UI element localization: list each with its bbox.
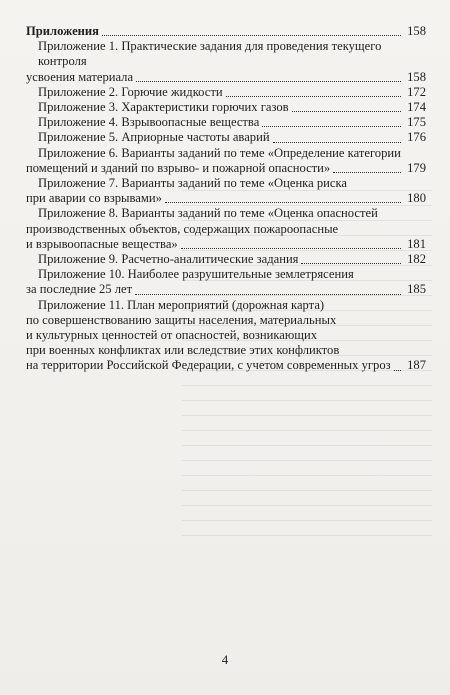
toc-entry-text: Приложение 10. Наиболее разрушительные землетрясения — [38, 267, 354, 282]
toc-entry-text: Приложение 3. Характеристики горючих газов — [38, 100, 289, 115]
toc-entry-text: за последние 25 лет — [26, 282, 133, 297]
toc-entry-continuation — [26, 358, 426, 373]
page-number: 4 — [221, 652, 229, 667]
toc-entry-text: Приложение 5. Априорные частоты аварий — [38, 130, 270, 145]
toc-entry — [26, 176, 426, 191]
page-ref: 158 — [407, 24, 426, 38]
toc-entry-text: при аварии со взрывами» — [26, 191, 162, 206]
toc-entry-continuation — [26, 328, 426, 343]
toc-entry-text: Приложение 6. Варианты заданий по теме «Определение категории — [38, 145, 401, 160]
toc-entry-text: при военных конфликтах или вследствие этих конфликтов — [26, 343, 340, 358]
toc-entry-continuation — [26, 237, 426, 252]
dot-leader — [273, 141, 401, 143]
toc-entry-text: Приложение 11. План мероприятий (дорожная карта) — [38, 297, 325, 312]
toc-entry-text: Приложение 8. Варианты заданий по теме «Оценка опасностей — [38, 206, 378, 221]
dot-leader — [333, 171, 401, 173]
page-ref: 174 — [407, 100, 426, 115]
page-ref: 180 — [407, 191, 426, 206]
toc-entry-text: по совершенствованию защиты населения, материальных — [26, 312, 337, 327]
toc-entry-text: и культурных ценностей от опасностей, возникающих — [26, 328, 318, 343]
toc-entry-text: и взрывоопасные вещества» — [26, 236, 178, 251]
toc-entry — [26, 39, 426, 69]
page-ref: 158 — [407, 69, 426, 84]
toc-entry — [26, 298, 426, 313]
toc-entry-continuation — [26, 282, 426, 297]
toc-entry-text: усвоения материала — [26, 69, 134, 84]
section-title: Приложения — [26, 24, 99, 38]
toc-entry-continuation — [26, 222, 426, 237]
page-ref: 185 — [407, 282, 426, 297]
toc-entry-continuation — [26, 70, 426, 85]
dot-leader — [102, 34, 401, 36]
page-ref: 187 — [407, 358, 426, 373]
dot-leader — [181, 247, 401, 249]
toc-entry-text: Приложение 7. Варианты заданий по теме «Оценка риска — [38, 176, 347, 191]
dot-leader — [394, 369, 401, 371]
toc-entry-continuation — [26, 191, 426, 206]
toc-section-heading — [26, 24, 426, 39]
dot-leader — [226, 95, 401, 97]
dot-leader — [135, 293, 401, 295]
toc-entry-continuation — [26, 313, 426, 328]
page-ref: 181 — [407, 236, 426, 251]
toc-entry — [26, 100, 426, 115]
toc-entry-text: Приложение 9. Расчетно-аналитические задания — [38, 252, 299, 267]
toc-entry — [26, 206, 426, 221]
dot-leader — [262, 125, 401, 127]
dot-leader — [136, 80, 401, 82]
page-ref: 176 — [407, 130, 426, 145]
toc-entries — [26, 39, 426, 373]
table-of-contents — [26, 24, 426, 374]
toc-entry — [26, 267, 426, 282]
toc-entry-text: на территории Российской Федерации, с учетом современных угроз — [26, 358, 391, 373]
toc-entry-text: Приложение 1. Практические задания для проведения текущего контроля — [38, 39, 382, 69]
page-ref: 182 — [407, 252, 426, 267]
toc-entry — [26, 146, 426, 161]
toc-entry-continuation — [26, 343, 426, 358]
toc-entry-text: Приложение 4. Взрывоопасные вещества — [38, 115, 260, 130]
toc-entry — [26, 130, 426, 145]
page-ref: 179 — [407, 160, 426, 175]
page-ref: 172 — [407, 84, 426, 99]
toc-entry-text: Приложение 2. Горючие жидкости — [38, 84, 223, 99]
toc-entry — [26, 85, 426, 100]
toc-entry — [26, 252, 426, 267]
dot-leader — [301, 262, 401, 264]
toc-entry-text: помещений и зданий по взрыво- и пожарной опасности» — [26, 160, 331, 175]
toc-entry — [26, 115, 426, 130]
toc-entry-text: производственных объектов, содержащих пожароопасные — [26, 221, 339, 236]
dot-leader — [292, 110, 401, 112]
page-ref: 175 — [407, 115, 426, 130]
dot-leader — [165, 201, 401, 203]
toc-entry-continuation — [26, 161, 426, 176]
